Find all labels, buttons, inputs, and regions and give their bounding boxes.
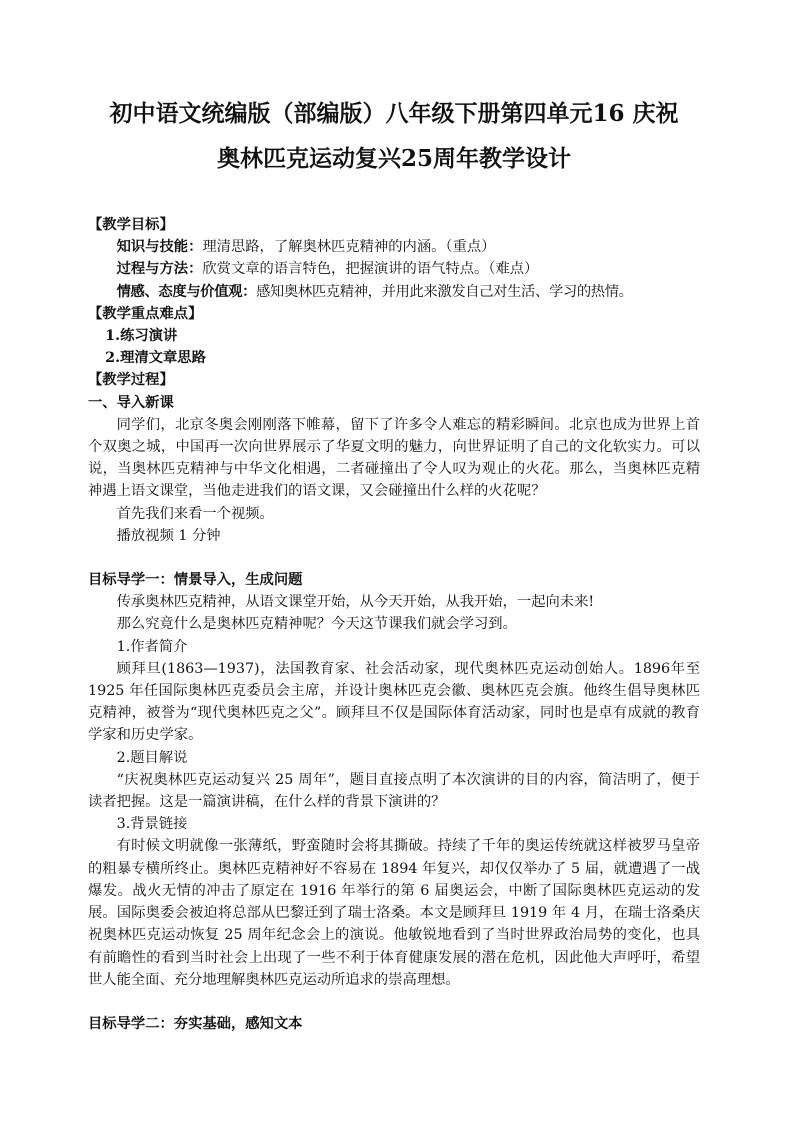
- key-point-item: 2.理清文章思路: [105, 350, 206, 367]
- guide-1-heading: 目标导学一：情景导入，生成问题: [88, 572, 303, 589]
- title-explain-heading: 2.题目解说: [116, 749, 188, 766]
- title-line-1: 初中语文统编版（部编版）八年级下册第四单元16 庆祝: [109, 100, 679, 127]
- document-title: [88, 98, 700, 188]
- section-1-title: 一、导入新课: [88, 394, 174, 411]
- author-paragraph: 顾拜旦(1863—1937)，法国教育家、社会活动家，现代奥林匹克运动创始人。1896年至 1925 年任国际奥林匹克委员会主席，并设计奥林匹克会徽、奥林匹克会旗。他终生倡导奥林匹克精神，被誉为“现代奥林匹克之父”。顾拜旦不仅是国际体育活动家，同时也是卓有成就的教育学家和历史学家。: [88, 660, 700, 744]
- intro-video-line: 首先我们来看一个视频。: [116, 505, 274, 522]
- key-point-item: 1.练习演讲: [105, 328, 178, 345]
- objective-emotion: [88, 281, 700, 303]
- title-explain-paragraph: “庆祝奥林匹克运动复兴 25 周年”，题目直接点明了本次演讲的目的内容，简洁明了，便于读者把握。这是一篇演讲稿，在什么样的背景下演讲的？: [88, 771, 700, 811]
- process-text: 欣赏文章的语言特色，把握演讲的语气特点。（难点）: [202, 261, 539, 278]
- spacer: [88, 991, 700, 1013]
- emotion-label: 情感、态度与价值观：: [116, 283, 257, 300]
- background-heading: 3.背景链接: [116, 816, 188, 833]
- emotion-text: 感知奥林匹克精神，并用此来激发自己对生活、学习的热情。: [256, 283, 633, 300]
- spacer: [88, 547, 700, 569]
- guide-1-line-1: 传承奥林匹克精神，从语文课堂开始，从今天开始，从我开始，一起向未来!: [116, 594, 595, 611]
- process-label: 过程与方法：: [116, 261, 203, 278]
- intro-paragraph: 同学们，北京冬奥会刚刚落下帷幕，留下了许多令人难忘的精彩瞬间。北京也成为世界上首个双奥之城，中国再一次向世界展示了华夏文明的魅力，向世界证明了自己的文化软实力。可以说，当奥林匹克精神与中华文化相遇，二者碰撞出了令人叹为观止的火花。那么，当奥林匹克精神遇上语文课堂，当他走进我们的语文课，又会碰撞出什么样的火花呢？: [88, 416, 700, 500]
- key-points-heading: 【教学重点难点】: [88, 305, 203, 322]
- knowledge-label: 知识与技能：: [116, 239, 203, 256]
- process-heading: 【教学过程】: [88, 372, 174, 389]
- document-body: [88, 214, 700, 1035]
- author-heading: 1.作者简介: [116, 638, 188, 655]
- objective-process: [88, 258, 700, 280]
- guide-2-heading: 目标导学二：夯实基础，感知文本: [88, 1015, 303, 1032]
- objectives-heading: 【教学目标】: [88, 217, 174, 233]
- document-page: [88, 0, 700, 1122]
- title-line-2: 奥林匹克运动复兴25周年教学设计: [216, 145, 571, 172]
- knowledge-text: 理清思路，了解奥林匹克精神的内涵。（重点）: [202, 239, 496, 256]
- background-paragraph: 有时候文明就像一张薄纸，野蛮随时会将其撕破。持续了千年的奥运传统就这样被罗马皇帝的粗暴专横所终止。奥林匹克精神好不容易在 1894 年复兴，却仅仅举办了 5 届，就遭遇了一战爆发。战火无情的冲击了原定在 1916 年举行的第 6 届奥运会，中断了国际奥林匹克运动的发展。国际奥委会被迫将总部从巴黎迁到了瑞士洛桑。本文是顾拜旦 1919 年 4 月，在瑞士洛桑庆祝奥林匹克运动恢复 25 周年纪念会上的演说。他敏锐地看到了当时世界政治局势的变化，也具有前瞻性的看到当时社会上出现了一些不利于体育健康发展的潜在危机，因此他大声呼吁，希望世人能全面、充分地理解奥林匹克运动所追求的崇高理想。: [88, 838, 700, 988]
- guide-1-line-2: 那么究竟什么是奥林匹克精神呢？今天这节课我们就会学习到。: [116, 616, 517, 633]
- intro-play-line: 播放视频 1 分钟: [116, 527, 221, 544]
- objective-knowledge: [88, 236, 700, 258]
